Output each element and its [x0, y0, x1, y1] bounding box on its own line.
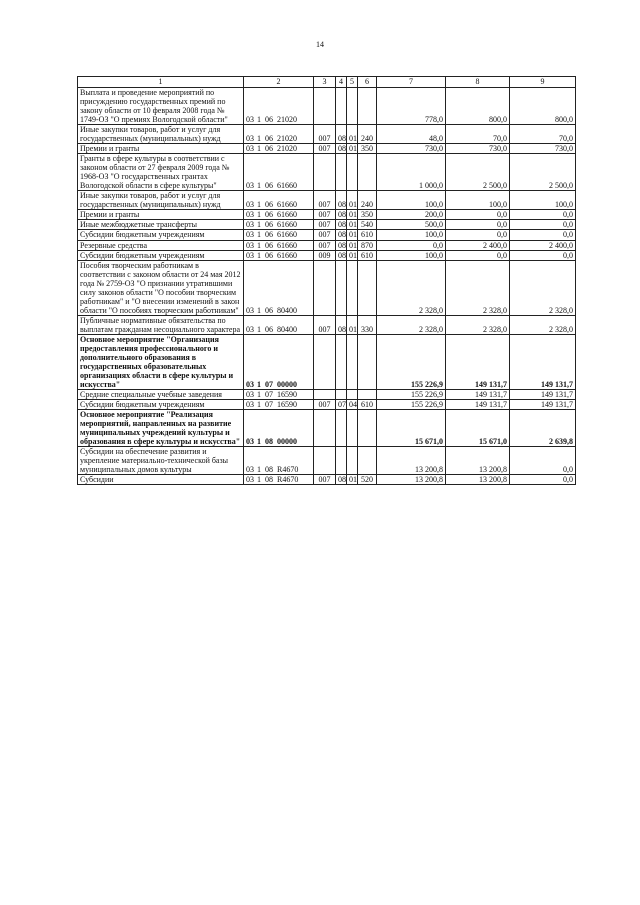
table-row — [78, 400, 576, 410]
amount-col7: 2 328,0 — [377, 260, 446, 315]
amount-col8: 0,0 — [446, 210, 510, 220]
amount-col9: 70,0 — [510, 125, 576, 144]
amount-col7: 155 226,9 — [377, 334, 446, 389]
grbs-code — [314, 410, 336, 447]
row-name: Гранты в сфере культуры в соответствии с законом области от 27 февраля 2009 года № 1968-ОЗ "О государственных грантах Вологодской области в сфере культуры" — [78, 154, 244, 191]
code-part: 1 — [257, 324, 261, 334]
amount-col7: 100,0 — [377, 230, 446, 240]
target-code — [244, 210, 314, 220]
header-cell: 1 — [78, 77, 244, 88]
amount-col9: 0,0 — [510, 447, 576, 475]
subsection-code — [347, 154, 358, 191]
target-code — [244, 220, 314, 230]
row-name: Субсидии на обеспечение развития и укрепление материально-технической базы муниципальных домов культуры — [78, 447, 244, 475]
expense-type-code: 520 — [358, 475, 377, 485]
table-row — [78, 88, 576, 125]
table-row — [78, 475, 576, 485]
amount-col9: 2 328,0 — [510, 315, 576, 334]
target-code — [244, 191, 314, 210]
code-part: 61660 — [277, 220, 297, 230]
row-name: Публичные нормативные обязательства по выплатам гражданам несоциального характера — [78, 315, 244, 334]
code-part: 61660 — [277, 230, 297, 240]
code-part: 03 — [246, 200, 254, 210]
section-code: 08 — [336, 475, 347, 485]
section-code: 08 — [336, 230, 347, 240]
table-row — [78, 230, 576, 240]
code-part: 03 — [246, 250, 254, 260]
row-name: Иные закупки товаров, работ и услуг для государственных (муниципальных) нужд — [78, 191, 244, 210]
target-code — [244, 230, 314, 240]
code-part: 03 — [246, 475, 254, 485]
code-part: 06 — [265, 144, 273, 154]
code-part: 06 — [265, 250, 273, 260]
amount-col9: 0,0 — [510, 230, 576, 240]
subsection-code: 01 — [347, 315, 358, 334]
grbs-code — [314, 154, 336, 191]
target-code — [244, 260, 314, 315]
amount-col8: 100,0 — [446, 191, 510, 210]
section-code: 08 — [336, 144, 347, 154]
row-name: Субсидии бюджетным учреждениям — [78, 250, 244, 260]
amount-col7: 155 226,9 — [377, 390, 446, 400]
amount-col8: 149 131,7 — [446, 400, 510, 410]
table-row — [78, 390, 576, 400]
target-code — [244, 334, 314, 389]
code-part: 03 — [246, 210, 254, 220]
amount-col9: 800,0 — [510, 88, 576, 125]
subsection-code: 01 — [347, 144, 358, 154]
amount-col7: 15 671,0 — [377, 410, 446, 447]
table-row — [78, 410, 576, 447]
code-part: 16590 — [277, 390, 297, 399]
amount-col8: 0,0 — [446, 250, 510, 260]
amount-col8: 149 131,7 — [446, 334, 510, 389]
code-part: 61660 — [277, 210, 297, 220]
amount-col8: 730,0 — [446, 144, 510, 154]
code-part: 1 — [257, 220, 261, 230]
table-row — [78, 315, 576, 334]
amount-col7: 48,0 — [377, 125, 446, 144]
amount-col9: 0,0 — [510, 220, 576, 230]
table-row — [78, 191, 576, 210]
expense-type-code — [358, 334, 377, 389]
code-part: 06 — [265, 324, 273, 334]
grbs-code — [314, 334, 336, 389]
grbs-code: 007 — [314, 240, 336, 250]
code-part: 16590 — [277, 400, 297, 410]
table-row — [78, 144, 576, 154]
code-part: 1 — [257, 305, 261, 315]
code-part: 06 — [265, 220, 273, 230]
expense-type-code: 350 — [358, 144, 377, 154]
code-part: 1 — [257, 437, 261, 447]
code-part: 06 — [265, 181, 273, 191]
grbs-code — [314, 88, 336, 125]
section-code — [336, 390, 347, 400]
code-part: 03 — [246, 400, 254, 410]
row-name: Резервные средства — [78, 240, 244, 250]
amount-col7: 0,0 — [377, 240, 446, 250]
code-part: 03 — [246, 324, 254, 334]
section-code: 08 — [336, 315, 347, 334]
code-part: 03 — [246, 379, 254, 389]
header-row — [78, 77, 576, 88]
grbs-code: 007 — [314, 191, 336, 210]
code-part: 61660 — [277, 250, 297, 260]
code-part: 03 — [246, 181, 254, 191]
amount-col9: 2 400,0 — [510, 240, 576, 250]
section-code — [336, 88, 347, 125]
code-part: 03 — [246, 390, 254, 399]
amount-col8: 15 671,0 — [446, 410, 510, 447]
code-part: 1 — [257, 400, 261, 410]
subsection-code — [347, 334, 358, 389]
subsection-code: 01 — [347, 220, 358, 230]
header-cell: 3 — [314, 77, 336, 88]
amount-col8: 70,0 — [446, 125, 510, 144]
section-code: 08 — [336, 210, 347, 220]
code-part: 80400 — [277, 305, 297, 315]
code-part: 1 — [257, 475, 261, 485]
amount-col8: 0,0 — [446, 230, 510, 240]
amount-col7: 778,0 — [377, 88, 446, 125]
subsection-code: 01 — [347, 125, 358, 144]
target-code — [244, 144, 314, 154]
header-cell: 8 — [446, 77, 510, 88]
expense-type-code: 610 — [358, 230, 377, 240]
code-part: 06 — [265, 305, 273, 315]
amount-col8: 0,0 — [446, 220, 510, 230]
amount-col9: 149 131,7 — [510, 400, 576, 410]
page-number: 14 — [316, 40, 324, 49]
header-cell: 6 — [358, 77, 377, 88]
grbs-code: 007 — [314, 400, 336, 410]
amount-col9: 100,0 — [510, 191, 576, 210]
row-name: Субсидии бюджетным учреждениям — [78, 230, 244, 240]
code-part: 03 — [246, 134, 254, 144]
grbs-code: 007 — [314, 210, 336, 220]
target-code — [244, 475, 314, 485]
row-name: Средние специальные учебные заведения — [78, 390, 244, 400]
code-part: 06 — [265, 240, 273, 250]
code-part: 61660 — [277, 181, 297, 191]
code-part: 03 — [246, 240, 254, 250]
table-row — [78, 154, 576, 191]
code-part: 00000 — [277, 437, 297, 447]
amount-col9: 0,0 — [510, 250, 576, 260]
amount-col9: 2 328,0 — [510, 260, 576, 315]
section-code: 08 — [336, 240, 347, 250]
target-code — [244, 315, 314, 334]
code-part: 1 — [257, 250, 261, 260]
header-cell: 5 — [347, 77, 358, 88]
target-code — [244, 400, 314, 410]
code-part: 1 — [257, 230, 261, 240]
subsection-code: 01 — [347, 210, 358, 220]
section-code: 08 — [336, 220, 347, 230]
table-row — [78, 447, 576, 475]
code-part: 61660 — [277, 200, 297, 210]
code-part: 21020 — [277, 144, 297, 154]
table-row — [78, 334, 576, 389]
expense-type-code — [358, 260, 377, 315]
code-part: 03 — [246, 144, 254, 154]
table-row — [78, 220, 576, 230]
amount-col7: 2 328,0 — [377, 315, 446, 334]
expense-type-code — [358, 390, 377, 400]
section-code — [336, 334, 347, 389]
amount-col7: 13 200,8 — [377, 447, 446, 475]
amount-col9: 0,0 — [510, 210, 576, 220]
row-name: Премии и гранты — [78, 144, 244, 154]
subsection-code: 01 — [347, 250, 358, 260]
code-part: 1 — [257, 465, 261, 475]
section-code — [336, 447, 347, 475]
target-code — [244, 447, 314, 475]
subsection-code — [347, 88, 358, 125]
amount-col9: 0,0 — [510, 475, 576, 485]
subsection-code — [347, 410, 358, 447]
code-part: 08 — [265, 475, 273, 485]
grbs-code — [314, 390, 336, 400]
grbs-code: 007 — [314, 475, 336, 485]
expense-type-code — [358, 88, 377, 125]
row-name: Премии и гранты — [78, 210, 244, 220]
header-cell: 9 — [510, 77, 576, 88]
code-part: 06 — [265, 115, 273, 125]
grbs-code — [314, 260, 336, 315]
code-part: 06 — [265, 210, 273, 220]
target-code — [244, 88, 314, 125]
code-part: R4670 — [277, 465, 299, 475]
amount-col8: 2 328,0 — [446, 260, 510, 315]
expense-type-code — [358, 410, 377, 447]
grbs-code: 007 — [314, 230, 336, 240]
row-name: Основное мероприятие "Реализация мероприятий, направленных на развитие муниципальных учреждений культуры и образования в сфере культуры и искусства" — [78, 410, 244, 447]
budget-table — [77, 76, 576, 485]
table-row — [78, 125, 576, 144]
expense-type-code: 330 — [358, 315, 377, 334]
section-code: 08 — [336, 250, 347, 260]
amount-col7: 155 226,9 — [377, 400, 446, 410]
amount-col9: 149 131,7 — [510, 334, 576, 389]
code-part: 08 — [265, 437, 273, 447]
code-part: 06 — [265, 134, 273, 144]
target-code — [244, 410, 314, 447]
code-part: 1 — [257, 390, 261, 399]
expense-type-code — [358, 447, 377, 475]
expense-type-code: 240 — [358, 125, 377, 144]
row-name: Субсидии — [78, 475, 244, 485]
expense-type-code — [358, 154, 377, 191]
amount-col9: 730,0 — [510, 144, 576, 154]
code-part: 1 — [257, 200, 261, 210]
code-part: 03 — [246, 220, 254, 230]
table-row — [78, 260, 576, 315]
subsection-code: 01 — [347, 475, 358, 485]
row-name: Иные межбюджетные трансферты — [78, 220, 244, 230]
subsection-code: 01 — [347, 240, 358, 250]
code-part: 1 — [257, 210, 261, 220]
grbs-code: 007 — [314, 315, 336, 334]
amount-col7: 100,0 — [377, 191, 446, 210]
amount-col9: 149 131,7 — [510, 390, 576, 400]
code-part: 1 — [257, 181, 261, 191]
subsection-code: 01 — [347, 191, 358, 210]
subsection-code — [347, 447, 358, 475]
code-part: 61660 — [277, 240, 297, 250]
row-name: Субсидии бюджетным учреждениям — [78, 400, 244, 410]
code-part: 1 — [257, 115, 261, 125]
code-part: 03 — [246, 305, 254, 315]
code-part: 1 — [257, 379, 261, 389]
header-cell: 7 — [377, 77, 446, 88]
amount-col7: 500,0 — [377, 220, 446, 230]
code-part: 03 — [246, 115, 254, 125]
target-code — [244, 240, 314, 250]
subsection-code: 01 — [347, 230, 358, 240]
amount-col9: 2 639,8 — [510, 410, 576, 447]
grbs-code: 007 — [314, 125, 336, 144]
amount-col7: 1 000,0 — [377, 154, 446, 191]
amount-col7: 100,0 — [377, 250, 446, 260]
row-name: Основное мероприятие "Организация предоставления профессионального и дополнительного образования в государственных образовательных организациях области в сфере культуры и искусства" — [78, 334, 244, 389]
row-name: Пособия творческим работникам в соответствии с законом области от 24 мая 2012 года № 2759-ОЗ "О признании утратившими силу законов области "О пособии творческим работникам" и "О внесении изменений в закон области "О пособиях творческим работникам" — [78, 260, 244, 315]
amount-col8: 800,0 — [446, 88, 510, 125]
expense-type-code: 240 — [358, 191, 377, 210]
amount-col7: 200,0 — [377, 210, 446, 220]
section-code — [336, 260, 347, 315]
amount-col8: 2 500,0 — [446, 154, 510, 191]
amount-col8: 13 200,8 — [446, 475, 510, 485]
code-part: 03 — [246, 437, 254, 447]
expense-type-code: 540 — [358, 220, 377, 230]
section-code: 08 — [336, 125, 347, 144]
code-part: 21020 — [277, 115, 297, 125]
code-part: 1 — [257, 134, 261, 144]
expense-type-code: 610 — [358, 250, 377, 260]
code-part: 07 — [265, 400, 273, 410]
amount-col9: 2 500,0 — [510, 154, 576, 191]
code-part: 07 — [265, 379, 273, 389]
subsection-code — [347, 390, 358, 400]
row-name: Выплата и проведение мероприятий по присуждению государственных премий по закону области от 10 февраля 2008 года № 1749-ОЗ "О премиях Вологодской области" — [78, 88, 244, 125]
target-code — [244, 390, 314, 400]
section-code — [336, 410, 347, 447]
code-part: 00000 — [277, 379, 297, 389]
code-part: 80400 — [277, 324, 297, 334]
code-part: 06 — [265, 200, 273, 210]
subsection-code — [347, 260, 358, 315]
amount-col8: 149 131,7 — [446, 390, 510, 400]
amount-col8: 2 328,0 — [446, 315, 510, 334]
code-part: 06 — [265, 230, 273, 240]
section-code: 07 — [336, 400, 347, 410]
code-part: R4670 — [277, 475, 299, 485]
grbs-code: 009 — [314, 250, 336, 260]
code-part: 08 — [265, 465, 273, 475]
code-part: 03 — [246, 465, 254, 475]
amount-col7: 13 200,8 — [377, 475, 446, 485]
target-code — [244, 125, 314, 144]
expense-type-code: 350 — [358, 210, 377, 220]
grbs-code: 007 — [314, 144, 336, 154]
amount-col7: 730,0 — [377, 144, 446, 154]
code-part: 21020 — [277, 134, 297, 144]
amount-col8: 2 400,0 — [446, 240, 510, 250]
section-code: 08 — [336, 191, 347, 210]
expense-type-code: 610 — [358, 400, 377, 410]
grbs-code: 007 — [314, 220, 336, 230]
header-cell: 4 — [336, 77, 347, 88]
table-row — [78, 210, 576, 220]
grbs-code — [314, 447, 336, 475]
code-part: 1 — [257, 240, 261, 250]
code-part: 1 — [257, 144, 261, 154]
row-name: Иные закупки товаров, работ и услуг для государственных (муниципальных) нужд — [78, 125, 244, 144]
table-row — [78, 240, 576, 250]
code-part: 07 — [265, 390, 273, 399]
subsection-code: 04 — [347, 400, 358, 410]
target-code — [244, 250, 314, 260]
section-code — [336, 154, 347, 191]
header-cell: 2 — [244, 77, 314, 88]
target-code — [244, 154, 314, 191]
code-part: 03 — [246, 230, 254, 240]
expense-type-code: 870 — [358, 240, 377, 250]
amount-col8: 13 200,8 — [446, 447, 510, 475]
table-row — [78, 250, 576, 260]
